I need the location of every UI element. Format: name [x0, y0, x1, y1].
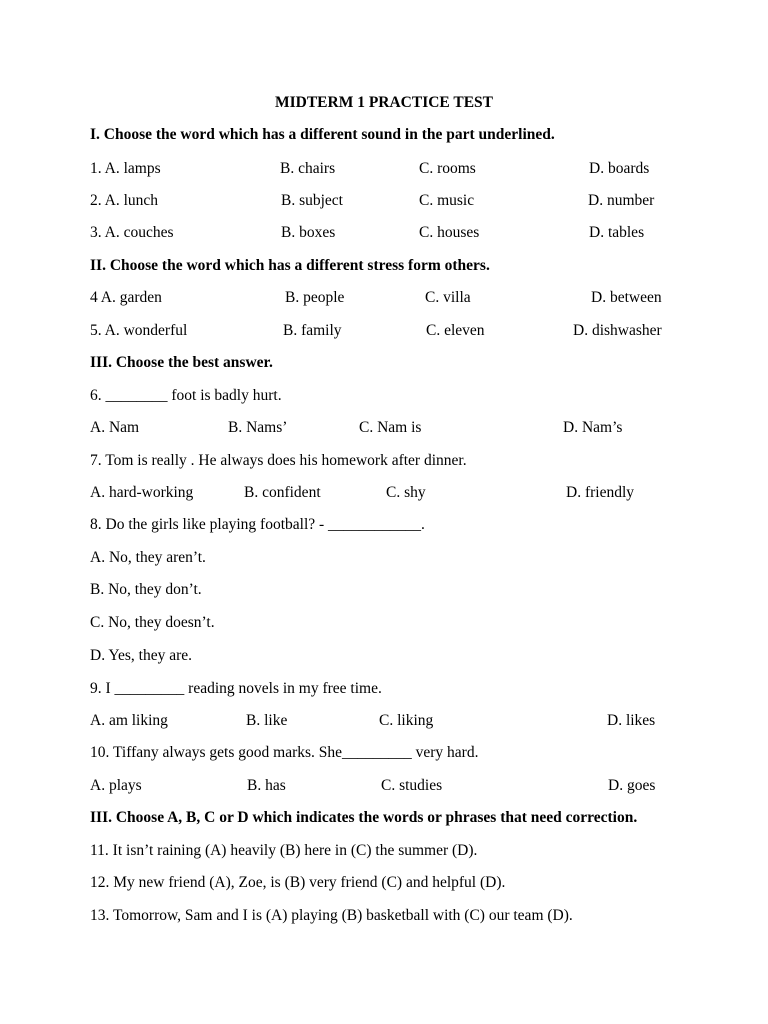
question-9-option-a: A. am liking	[90, 712, 168, 729]
question-9-option-b: B. like	[246, 712, 288, 729]
question-4-option-a: 4 A. garden	[90, 289, 162, 306]
question-11: 11. It isn’t raining (A) heavily (B) here in (C) the summer (D).	[90, 842, 478, 859]
section-4-heading: III. Choose A, B, C or D which indicates the words or phrases that need correction.	[90, 809, 638, 826]
question-7-stem: 7. Tom is really . He always does his homework after dinner.	[90, 452, 467, 469]
question-8-option-a: A. No, they aren’t.	[90, 549, 206, 566]
question-2-option-a: 2. A. lunch	[90, 192, 159, 209]
section-2-heading: II. Choose the word which has a different stress form others.	[90, 257, 490, 274]
question-5-option-d: D. dishwasher	[573, 322, 662, 339]
question-1-option-d: D. boards	[589, 160, 650, 177]
question-6-option-a: A. Nam	[90, 419, 140, 436]
question-3-option-b: B. boxes	[281, 224, 336, 241]
question-4-option-d: D. between	[591, 289, 662, 306]
question-9-option-d: D. likes	[607, 712, 656, 729]
question-1-option-b: B. chairs	[280, 160, 336, 177]
question-7-option-c: C. shy	[386, 484, 426, 501]
question-7-option-b: B. confident	[244, 484, 321, 501]
question-8-option-d: D. Yes, they are.	[90, 647, 193, 664]
question-10-stem: 10. Tiffany always gets good marks. She_________ very hard.	[90, 744, 479, 761]
question-5-option-a: 5. A. wonderful	[90, 322, 188, 339]
question-2-option-d: D. number	[588, 192, 655, 209]
question-3-option-a: 3. A. couches	[90, 224, 174, 241]
question-8-option-b: B. No, they don’t.	[90, 581, 202, 598]
question-7-option-d: D. friendly	[566, 484, 635, 501]
question-8-stem: 8. Do the girls like playing football? - ____________.	[90, 516, 425, 533]
question-2-option-c: C. music	[419, 192, 475, 209]
question-2-option-b: B. subject	[281, 192, 343, 209]
question-12: 12. My new friend (A), Zoe, is (B) very friend (C) and helpful (D).	[90, 874, 506, 891]
question-6-option-b: B. Nams’	[228, 419, 288, 436]
question-13: 13. Tomorrow, Sam and I is (A) playing (B) basketball with (C) our team (D).	[90, 907, 573, 924]
question-3-option-c: C. houses	[419, 224, 480, 241]
question-4-option-b: B. people	[285, 289, 345, 306]
question-6-option-d: D. Nam’s	[563, 419, 623, 436]
question-5-option-c: C. eleven	[426, 322, 485, 339]
page-title: MIDTERM 1 PRACTICE TEST	[274, 94, 494, 111]
section-3-heading: III. Choose the best answer.	[90, 354, 273, 371]
question-10-option-c: C. studies	[381, 777, 443, 794]
question-6-option-c: C. Nam is	[359, 419, 422, 436]
question-10-option-d: D. goes	[608, 777, 656, 794]
question-10-option-b: B. has	[247, 777, 286, 794]
question-10-option-a: A. plays	[90, 777, 142, 794]
question-3-option-d: D. tables	[589, 224, 645, 241]
section-1-heading: I. Choose the word which has a different sound in the part underlined.	[90, 126, 555, 143]
question-9-option-c: C. liking	[379, 712, 434, 729]
question-8-option-c: C. No, they doesn’t.	[90, 614, 215, 631]
question-4-option-c: C. villa	[425, 289, 471, 306]
question-9-stem: 9. I _________ reading novels in my free time.	[90, 680, 382, 697]
question-6-stem: 6. ________ foot is badly hurt.	[90, 387, 282, 404]
question-5-option-b: B. family	[283, 322, 342, 339]
question-1-option-a: 1. A. lamps	[90, 160, 161, 177]
question-1-option-c: C. rooms	[419, 160, 476, 177]
question-7-option-a: A. hard-working	[90, 484, 194, 501]
